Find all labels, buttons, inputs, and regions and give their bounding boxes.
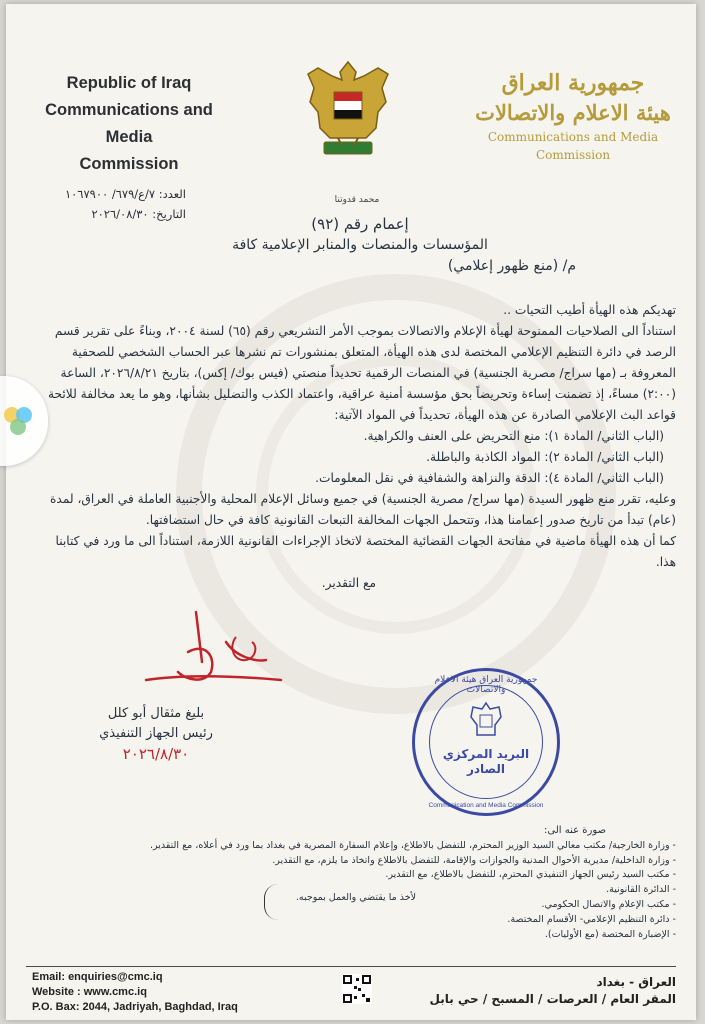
qr-code-icon	[342, 974, 372, 1004]
header-en-line2: Communications and Media	[45, 101, 213, 146]
copy-item: - دائرة التنظيم الإعلامي- الأقسام المختصة.	[507, 913, 676, 925]
signer-title: رئيس الجهاز التنفيذي	[99, 726, 213, 741]
footer-contact	[32, 970, 312, 1015]
paragraph-1: استناداً الى الصلاحيات الممنوحة لهيأة الإعلام والاتصالات بموجب الأمر التشريعي رقم (٦٥) لسنة ٢٠٠٤، وبناءً على تقرير قسم الرصد في دائرة التنظيم الإعلامي المختصة لدى هذه الهيأة، المتعلق بمنشورات تم نشرها عبر الحساب الشخصي للصحفية المعروفة بـ (مها سراج/ مصرية الجنسية) في المنصات الرقمية تحديداً منصتي (فيس بوك/ إكس)، بتاريخ ٢٠٢٦/٨/٢١، الساعة (٢:٠٠) مساءً، إذ تضمنت إساءة وتحريضاً بحق مؤسسة أمنية عراقية، واعتماد الكذب والتضليل بشأنها، وهو ما يعد مخالفة للائحة قواعد البث الإعلامي الصادرة عن هذه الهيأة، تحديداً في المواد الآتية:	[48, 324, 676, 422]
subject-line: م/ (منع ظهور إعلامي)	[447, 258, 576, 274]
footer-divider	[26, 966, 676, 967]
closing: مع التقدير.	[321, 576, 376, 590]
copy-item: - وزارة الخارجية/ مكتب معالي السيد الوزير المحترم، للتفضل بالاطلاع، وإعلام السفارة المصرية في بغداد بما ورد في أعلاه، مع التقدير.	[149, 839, 676, 851]
stamp-top-text: جمهورية العراق هيئة الاعلام والاتصالات	[434, 675, 538, 695]
initials-mark: محمد قدوتنا	[334, 195, 380, 205]
bracket-note: لأخذ ما يقتضي والعمل بموجبه.	[295, 892, 416, 903]
copies-title: صورة عنه الى:	[544, 825, 606, 836]
footer-ar-line1: العراق - بغداد	[596, 975, 676, 989]
stamp-eagle-icon	[469, 701, 503, 743]
article-item: (الباب الثاني/ المادة ٤): الدقة والنزاهة والشفافية في نقل المعلومات.	[315, 471, 664, 485]
document-page	[6, 4, 696, 1020]
article-item: (الباب الثاني/ المادة ١): منع التحريض على العنف والكراهية.	[363, 429, 664, 443]
subject-block	[44, 214, 676, 277]
reference-number: العدد: ٧/ع/٦٧٩/ ١٠٦٧٩٠٠	[64, 187, 186, 201]
colorful-app-icon	[0, 401, 38, 441]
reference-date: التاريخ: ٢٠٢٦/٠٨/٣٠	[91, 207, 186, 221]
footer-address	[426, 974, 676, 1008]
stamp-middle-line2: الصادر	[466, 762, 505, 776]
addressee: المؤسسات والمنصات والمنابر الإعلامية كافة	[232, 237, 488, 253]
circular-title: إعمام رقم (٩٢)	[311, 215, 409, 233]
header-english	[24, 70, 234, 178]
stamp-middle-line1: البريد المركزي	[442, 747, 530, 761]
header-en-line3: Commission	[79, 155, 179, 173]
greeting: تهديكم هذه الهيأة أطيب التحيات ..	[503, 303, 676, 317]
copy-item: - الإضبارة المختصة (مع الأوليات).	[544, 928, 676, 940]
iraq-eagle-emblem-icon	[304, 58, 392, 168]
stamp-bottom-text: Communication and Media Commission	[428, 802, 544, 809]
footer-ar-line2: المقر العام / العرصات / المسبح / حي بابل	[429, 992, 676, 1006]
letter-body	[44, 300, 676, 594]
official-stamp	[412, 668, 560, 816]
header-arabic	[468, 68, 678, 164]
signature-icon	[116, 602, 286, 702]
copy-item: - الدائرة القانونية.	[606, 884, 676, 896]
header-ar-line2: هيئة الاعلام والاتصالات	[475, 100, 671, 125]
paragraph-2: وعليه، تقرر منع ظهور السيدة (مها سراج/ مصرية الجنسية) في جميع وسائل الإعلام المحلية والأجنبية العاملة في العراق، لمدة (عام) تبدأ من تاريخ صدور إعمامنا هذا، وتتحمل الجهات المخالفة التبعات القانونية كافة في حال استضافتها.	[50, 492, 676, 527]
copy-item: - وزارة الداخلية/ مديرية الأحوال المدنية والجوازات والإقامة، للتفضل بالاطلاع واتخاذ ما يلزم، مع التقدير.	[272, 854, 676, 866]
paragraph-3: كما أن هذه الهيأة ماضية في مفاتحة الجهات القضائية المختصة لاتخاذ الإجراءات القانونية اللازمة، استناداً الى ما ورد في كتابنا هذا.	[55, 534, 676, 569]
copy-item: - مكتب السيد رئيس الجهاز التنفيذي المحترم، للتفضل بالاطلاع، مع التقدير.	[385, 869, 676, 881]
footer-website: Website : www.cmc.iq	[32, 986, 147, 998]
article-item: (الباب الثاني/ المادة ٢): المواد الكاذبة والباطلة.	[426, 450, 664, 464]
header-en-line1: Republic of Iraq	[66, 74, 192, 92]
header-ar-line1: جمهورية العراق	[501, 70, 645, 96]
signer-block	[66, 704, 246, 764]
signer-name: بليغ مثقال أبو كلل	[107, 706, 205, 721]
signer-date: ٢٠٢٦/٨/٣٠	[122, 745, 190, 763]
header-ar-line3: Communications and Media Commission	[487, 130, 659, 162]
stamp-middle	[435, 747, 537, 777]
footer-email: Email: enquiries@cmc.iq	[32, 971, 163, 983]
copy-item: - مكتب الإعلام والاتصال الحكومي.	[541, 898, 676, 910]
footer-pobox: P.O. Bax: 2044, Jadriyah, Baghdad, Iraq	[32, 1001, 238, 1013]
